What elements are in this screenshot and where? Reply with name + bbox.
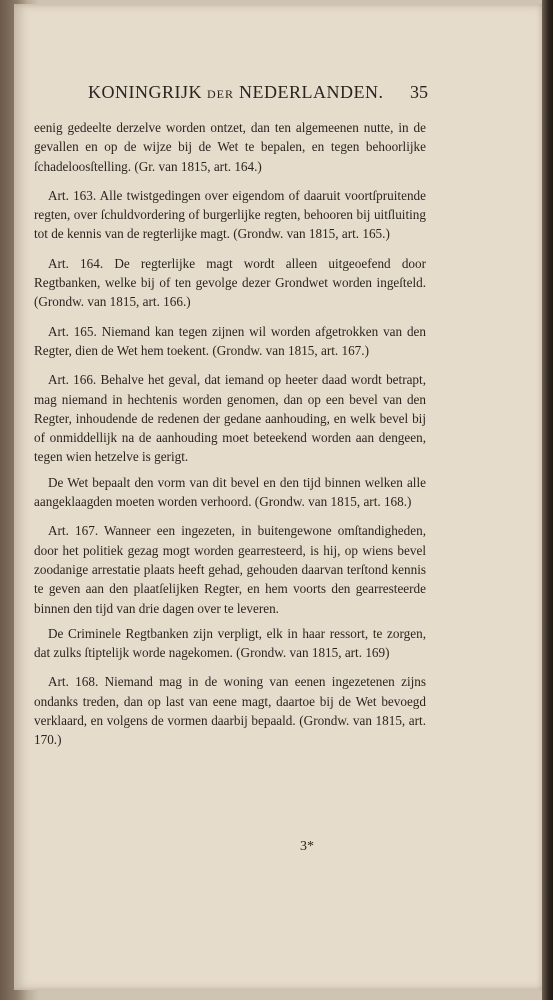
article-167: Art. 167. Wanneer een ingezeten, in buitengewone omſtandigheden, door het politiek gezag mogt worden gearresteerd, is hij, op wiens bevel zoodanige arrestatie plaats heeft gehad, gehouden daarvan terſtond kennis te geven aan den plaatſelijken Regter, en hem voorts den gearresteerde binnen den tijd van drie dagen over te leveren.	[34, 523, 426, 616]
body-text	[34, 118, 426, 750]
paragraph: De Criminele Regtbanken zijn verpligt, elk in haar ressort, te zorgen, dat zulks ſtiptelijk worde nagekomen. (Grondw. van 1815, art. 169)	[34, 625, 426, 661]
article-165: Art. 165. Niemand kan tegen zijnen wil worden afgetrokken van den Regter, dien de Wet hem toekent. (Grondw. van 1815, art. 167.)	[34, 323, 426, 358]
scan-edge	[542, 0, 553, 1000]
paragraph: eenig gedeelte derzelve worden ontzet, dan ten algemeenen nutte, in de gevallen en op de wijze bij de Wet te bepalen, en tegen behoorlijke ſchadeloosſtelling. (Gr. van 1815, art. 164.)	[34, 120, 426, 174]
article-164: Art. 164. De regterlijke magt wordt alleen uitgeoefend door Regtbanken, welke bij of ten gevolge dezer Grondwet worden ingeſteld. (Grondw. van 1815, art. 166.)	[34, 255, 426, 310]
running-title-part1: KONINGRIJK	[88, 82, 207, 102]
article-163: Art. 163. Alle twistgedingen over eigendom of daaruit voortſpruitende regten, over ſchuldvordering of burgerlijke regten, behooren bij uitſluiting tot de kennis van de regterlijke magt. (Grondw. van 1815, art. 165.)	[34, 187, 426, 242]
article-168: Art. 168. Niemand mag in de woning van eenen ingezetenen zijns ondanks treden, dan op last van eene magt, daartoe bij de Wet bevoegd verklaard, en volgens de vormen daarbij bepaald. (Grondw. van 1815, art. 170.)	[34, 674, 426, 748]
running-title-part2: NEDERLANDEN.	[234, 82, 384, 102]
paragraph: De Wet bepaalt den vorm van dit bevel en den tijd binnen welken alle aangeklaagden moeten worden verhoord. (Grondw. van 1815, art. 168.)	[34, 474, 426, 510]
running-title	[88, 82, 383, 103]
running-title-small: DER	[207, 87, 234, 101]
signature-mark: 3*	[300, 839, 314, 854]
article-166: Art. 166. Behalve het geval, dat iemand op heeter daad wordt betrapt, mag niemand in hechtenis worden genomen, dan op een bevel van den Regter, inhoudende de redenen der gedane aanhouding, en welk bevel bij of onmiddellijk na de aanhouding moet beteekend worden aan dengeen, tegen wien hetzelve is gerigt.	[34, 372, 426, 465]
page-header	[88, 82, 436, 108]
page-number: 35	[410, 82, 428, 102]
